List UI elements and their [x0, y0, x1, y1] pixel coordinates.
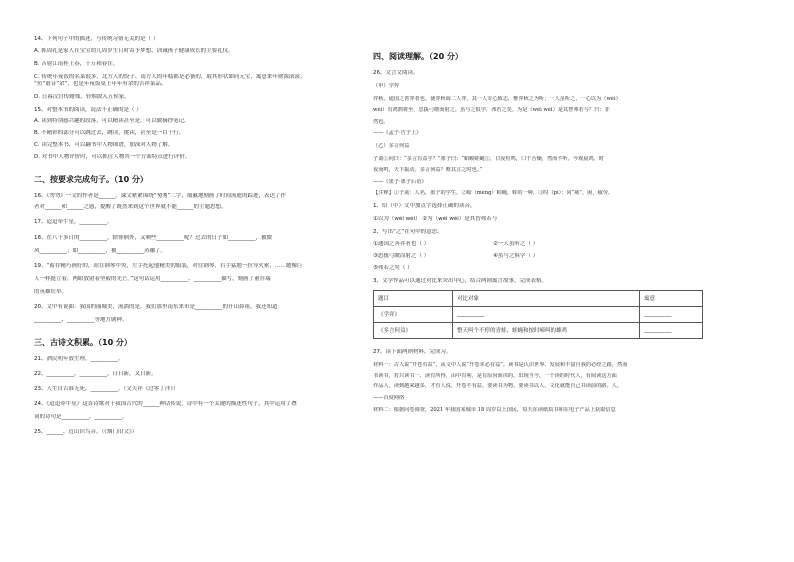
- q19-line-1: 19、“蓄存精巧画好的，站在钢琴中央，左手托起他精美的服装，对住钢琴，右手猛地一拉导火索，……她像巨: [34, 263, 303, 269]
- table-header-row: [374, 290, 703, 306]
- passage-b-line-2: 夜而鸣，天下振动。多言何益？唯其言之时也。”: [373, 167, 482, 174]
- passage-a-source: ——《孟子·告子上》: [373, 130, 422, 137]
- q24-line-1: 24、《迢迢牵牛星》这首诗歌对于我国古代的______神话传说，诗中有一个关键的描述性句子，其中运用了叠: [34, 401, 297, 407]
- material-1-line-1: 材料一：古人说“开卷有益”，从文中人说“开卷未必有益”。读书是认识世界、发展和丰富自我的必经之路，然而: [373, 361, 628, 368]
- q26-2-row-3: [373, 265, 723, 272]
- q26-2-item-2: ②一人虽听之（ ）: [493, 240, 539, 247]
- q14-option-c-cont: “鱼”谐音“余”，也是年夜饭桌上年年有余的吉祥菜品。: [34, 81, 167, 87]
- q19-line-3: 的英雄壮举。: [34, 289, 68, 295]
- q17: 17、迢迢牵牛星，__________。: [34, 219, 113, 225]
- material-1-line-2: 书读书，若只读书一、读有所得，由中有利，是有原因而决的。出现当今，一个读的时代人，有阅读这方面: [373, 372, 617, 379]
- q14-option-d: D. 日暮汉宫传蜡烛，轻烟散入五侯家。: [34, 94, 130, 100]
- q15-option-b: B. 不精彩的部分可以跳过去，跳读，挑读，甚至是一目十行。: [34, 130, 185, 136]
- q14-option-b: B. 苦射江南桂上春，千万和春住。: [34, 61, 119, 67]
- q24-line-2: 词的诗句是__________，__________。: [34, 414, 128, 420]
- table-cell: 《多言何益》: [374, 322, 453, 338]
- passage-b-line-1: 子禽①问曰：“多言有益乎？”墨子曰：“蛤蟆蛙蝇②，日夜恒鸣，口干舌燥，然而不听。今观晨鸡，时: [373, 155, 605, 162]
- material-1-source: ——百度网络: [373, 394, 405, 401]
- left-column: [34, 36, 364, 436]
- right-column: [373, 36, 723, 414]
- table-row: [374, 306, 703, 322]
- q18-line-1: 18、在八千多日的__________，除徘徊外，又剩些__________呢？过去的日子如__________，被微: [34, 235, 273, 241]
- table-cell: 整天叫个不停的青蛙、蛙蝇和按时啼叫的雄鸡: [453, 322, 640, 338]
- table-header-title: 题目: [374, 290, 453, 306]
- q18-line-2: 风__________；如__________，被__________蒸融了。: [34, 248, 167, 254]
- q22: 22、__________，__________，日日新，又日新。: [34, 371, 157, 377]
- section-4-heading: 四、阅读理解。（20 分）: [373, 52, 463, 61]
- material-1-line-3: 作品人，读到越来越多，才有人说，开卷不有益。要读书为物。要读书以人，文化就能自己书读前的路。人。: [373, 383, 623, 390]
- table-cell[interactable]: __________: [640, 306, 703, 322]
- q15-option-c: C. 读完整本书，可以翻书中人物图谱，加深对人物了解。: [34, 142, 174, 148]
- q20-line-1: 20、文中有说曲：我国的丽城美，流淌的是。我们那里南东来市是__________的开山鼻祖，我还知道: [34, 304, 278, 310]
- passage-b-source: ——《墨子·墨子后语》: [373, 178, 427, 185]
- section-3-heading: 三、古诗文积累。（10 分）: [34, 338, 132, 347]
- section-2-heading: 二、按要求完成句子。（10 分）: [34, 175, 148, 184]
- q14-stem: 14、下列句子中的描述，与传统习俗无关的是（ ）: [34, 36, 159, 42]
- q16-line-2: 者对______和______之感，提醒了既然来到这个世界就不能______的主题思想。: [34, 204, 227, 210]
- table-cell: 《学弈》: [374, 306, 453, 322]
- q26-2-item-3: ③思援弓缴而射之（ ）: [373, 252, 430, 259]
- q26-1-options: ①以为（wéi wéi） ②为（wéi wéi）是其智弗若与: [373, 215, 498, 222]
- q15-option-d: D. 对书中人物评价时，可以抓住人物其一个方面特点进行评价。: [34, 154, 191, 160]
- q20-line-2: __________、__________等地方剧种。: [34, 317, 128, 323]
- q15-stem: 15、对整本书的阅读，说法不正确的是（ ）: [34, 107, 142, 113]
- material-2-line-1: 材料二：根据问卷调查，2021 年我国某城市 18 周岁以上国民，每天在读纸质书和在电子产品上获取信息: [373, 407, 616, 414]
- q14-option-a: A. 抓周礼是家人在宝宝幼儿周岁生日时寄予梦想、训诫孩子健康成长的主要礼仪。: [34, 48, 234, 54]
- table-cell[interactable]: __________: [640, 322, 703, 338]
- table-header-contrast: 对比对象: [453, 290, 640, 306]
- passage-a-line-2: wéi）有鸿鹄将至，思援弓缴而射之。虽与之俱学，弗若之矣。为是（wéi wéi）是其智弗若与？曰：非: [373, 107, 610, 114]
- q21: 21、酒民明年放生理，__________。: [34, 356, 124, 362]
- q26-3-stem: 3、文学作品可以通过对比来突出中心，结合两则寓言故事，完成表格。: [373, 277, 548, 284]
- q26-2-item-4: ④虽与之俱学（ ）: [493, 252, 539, 259]
- q19-line-2: 人一样挺立着，两眼放射着坚毅的光芒。”这句话运用__________、__________描写，刻画了董存瑞: [34, 276, 271, 282]
- passage-a-line-3: 然也。: [373, 118, 389, 125]
- q26-2-row-2: [373, 253, 723, 260]
- table-cell[interactable]: __________: [453, 306, 640, 322]
- q15-option-a: A. 读到特别感兴趣的段落，可以精读甚至是，可以做摘抄笔记。: [34, 118, 190, 124]
- q27-stem: 27、读下面两则材料，完成习。: [373, 348, 452, 355]
- q26-2-stem: 2、写出“之”在句中的意思。: [373, 228, 443, 235]
- passage-a-line-1: 弈秋，通国之善弈者也。使弈秋诲二人弈，其一人专心致志，惟弈秋之为听；一人虽听之，一心以为（wéi）: [373, 95, 621, 102]
- q16-line-1: 16、《勿勿》一文的作者是______，课文紧紧围绕“匆匆”二字，细腻地刻画了时间流逝的踪迹，表达了作: [34, 193, 286, 199]
- q26-2-item-5: ⑤弗若之矣（ ）: [373, 264, 413, 271]
- q25: 25、______，近山识鸟音。（《烟门旧文》）: [34, 429, 138, 435]
- table-row: [374, 322, 703, 338]
- q23: 23、人生自古谁无死，__________。（文天祥《过零丁洋》）: [34, 386, 179, 392]
- q26-2-item-1: ①通国之善弈者也（ ）: [373, 240, 430, 247]
- q26-1-stem: 1、给（甲）文中加点字选择正确的读音。: [373, 202, 476, 209]
- q26-stem: 26、文言文阅读。: [373, 70, 419, 76]
- passage-b-title: （乙）多言何益: [373, 142, 410, 149]
- q14-option-c: C. 传统年夜饭的名菜很多，北方人的饺子、南方人的年糕都是必备的，取其形状如同元宝，寓意来年财源滚滚；: [34, 74, 306, 80]
- table-header-meaning: 寓意: [640, 290, 703, 306]
- q26-2-row-1: [373, 241, 723, 248]
- passage-a-title: （甲）学弈: [373, 83, 399, 89]
- passage-notes: 【注释】①子禽：人名，墨子的学生。②蛤（méng）蛙蝇，蛙的一种。③时（pì）：同“葳”，困，疲劳。: [373, 190, 614, 197]
- comparison-table: [373, 290, 703, 339]
